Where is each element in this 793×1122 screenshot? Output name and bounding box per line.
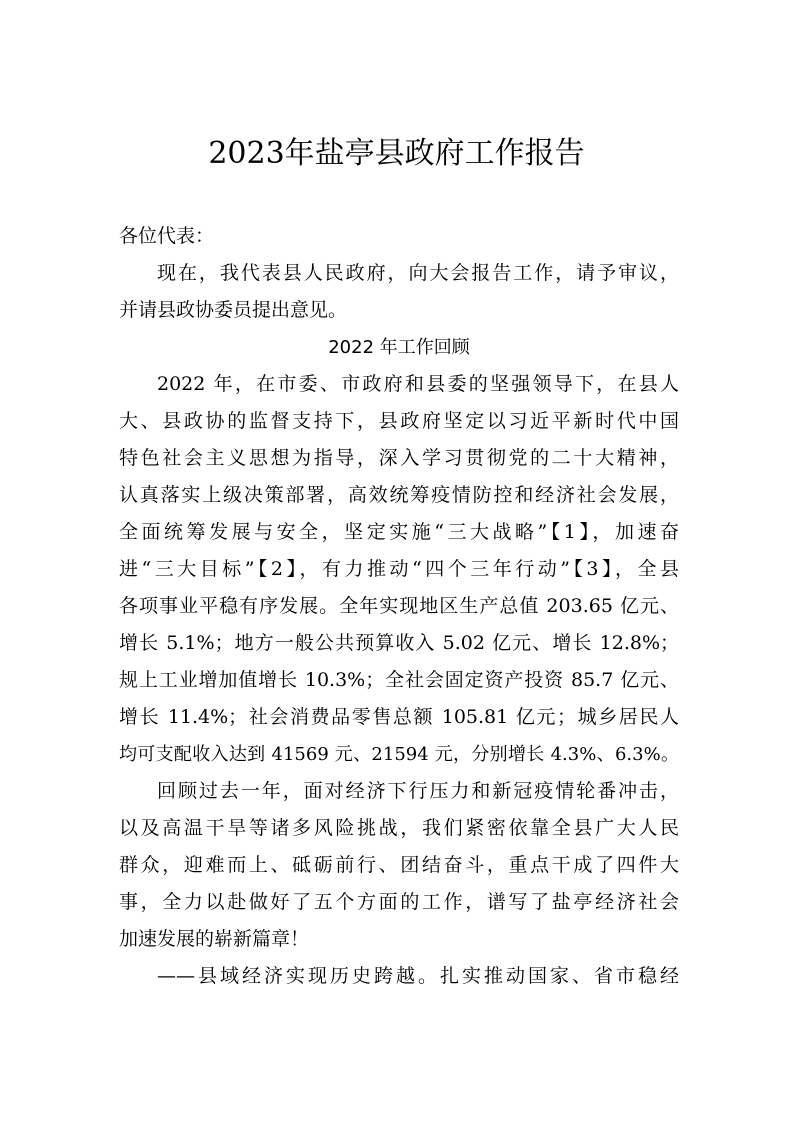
paragraph-line: 事，全力以赴做好了五个方面的工作，谱写了盐亭经济社会 [119, 891, 679, 913]
document-title: 2023年盐亭县政府工作报告 [208, 136, 585, 171]
paragraph-line: 均可支配收入达到 41569 元、21594 元，分别增长 4.3%、6.3%。 [119, 744, 679, 765]
paragraph-line: 大、县政协的监督支持下，县政府坚定以习近平新时代中国 [119, 410, 679, 432]
paragraph-line: 进“三大目标”【2】，有力推动“四个三年行动”【3】，全县 [119, 558, 679, 580]
salutation-line: 各位代表： [119, 225, 215, 247]
paragraph-line: 回顾过去一年，面对经济下行压力和新冠疫情轮番冲击， [157, 780, 679, 802]
paragraph-line: 各项事业平稳有序发展。全年实现地区生产总值 203.65 亿元、 [119, 595, 679, 617]
paragraph-line: 增长 11.4%；社会消费品零售总额 105.81 亿元；城乡居民人 [119, 706, 679, 728]
paragraph-line: 特色社会主义思想为指导，深入学习贯彻党的二十大精神， [119, 447, 679, 469]
paragraph-line: 认真落实上级决策部署，高效统筹疫情防控和经济社会发展， [119, 484, 679, 506]
section-heading: 2022 年工作回顾 [328, 337, 470, 358]
document-body [119, 218, 679, 995]
paragraph-line: ——县域经济实现历史跨越。扎实推动国家、省市稳经 [157, 965, 679, 987]
paragraph-line: 并请县政协委员提出意见。 [119, 299, 348, 321]
paragraph-line: 现在，我代表县人民政府，向大会报告工作，请予审议， [157, 262, 679, 284]
paragraph-line: 加速发展的崭新篇章！ [119, 928, 310, 950]
paragraph-line: 规上工业增加值增长 10.3%；全社会固定资产投资 85.7 亿元、 [119, 669, 679, 691]
paragraph-line: 全面统筹发展与安全，坚定实施“三大战略”【1】，加速奋 [119, 521, 679, 543]
paragraph-line: 增长 5.1%；地方一般公共预算收入 5.02 亿元、增长 12.8%； [119, 632, 679, 654]
paragraph-line: 群众，迎难而上、砥砺前行、团结奋斗，重点干成了四件大 [119, 854, 679, 876]
paragraph-line: 2022 年，在市委、市政府和县委的坚强领导下，在县人 [157, 373, 679, 395]
paragraph-line: 以及高温干旱等诸多风险挑战，我们紧密依靠全县广大人民 [119, 817, 679, 839]
